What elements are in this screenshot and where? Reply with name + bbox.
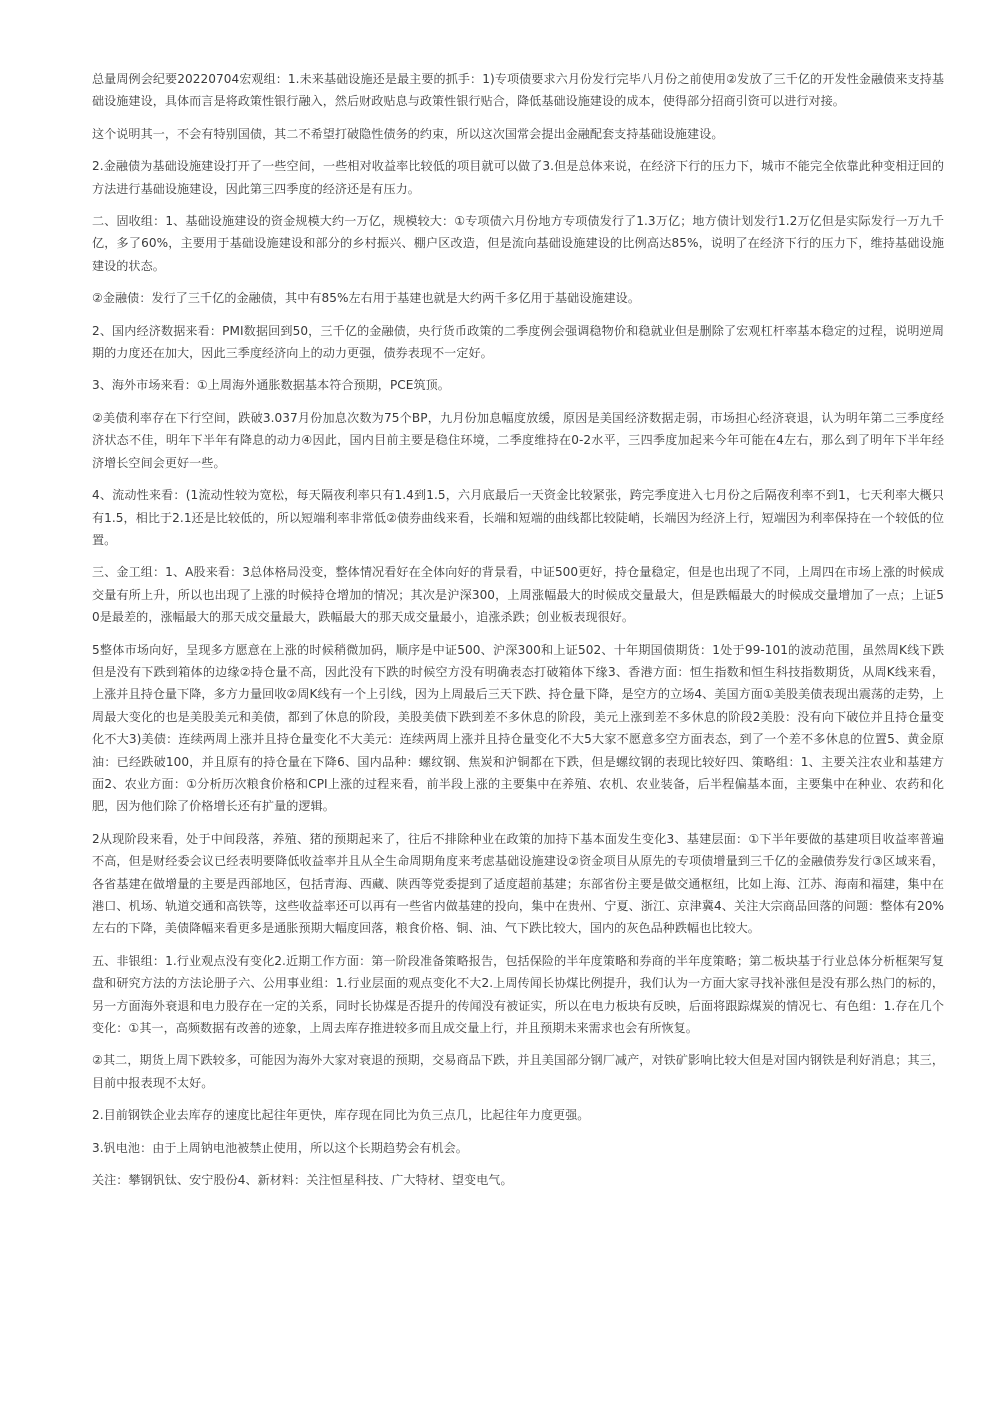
paragraph: 2、国内经济数据来看：PMI数据回到50，三千亿的金融债，央行货币政策的二季度例会强调稳物价和稳就业但是删除了宏观杠杆率基本稳定的过程，说明逆周期的力度还在加大，因此三季度经济向上的动力更强，债券表现不一定好。 (92, 323, 944, 361)
paragraph: 关注：攀钢钒钛、安宁股份4、新材料：关注恒星科技、广大特材、望变电气。 (92, 1173, 513, 1188)
paragraph: 这个说明其一，不会有特别国债，其二不希望打破隐性债务的约束，所以这次国常会提出金融配套支持基础设施建设。 (92, 126, 724, 141)
document-body (92, 68, 944, 1201)
paragraph: 2从现阶段来看，处于中间段落，养殖、猪的预期起来了，往后不排除种业在政策的加持下基本面发生变化3、基建层面：①下半年要做的基建项目收益率普遍不高，但是财经委会议已经表明要降低收益率并且从全生命周期角度来考虑基础设施建设②资金项目从原先的专项债增量到三千亿的金融债券发行③区域来看，各省基建在做增量的主要是西部地区，包括青海、西藏、陕西等党委提到了适度超前基建；东部省份主要是做交通枢纽，比如上海、江苏、海南和福建，集中在港口、机场、轨道交通和高铁等，这些收益率还可以再有一些省内做基建的投向，集中在贵州、宁夏、浙江、京津冀4、关注大宗商品回落的问题：整体有20%左右的下降，美债降幅来看更多是通胀预期大幅度回落，粮食价格、铜、油、气下跌比较大，国内的灰色品种跌幅也比较大。 (92, 831, 944, 936)
paragraph: 三、金工组：1、A股来看：3总体格局没变，整体情况看好在全体向好的背景看，中证500更好，持仓量稳定，但是也出现了不同，上周四在市场上涨的时候成交量有所上升，所以也出现了上涨的时候持仓增加的情况；其次是沪深300，上周涨幅最大的时候成交量最大，但是跌幅最大的时候成交量增加了一点；上证50是最差的，涨幅最大的那天成交量最大，跌幅最大的那天成交量最小，追涨杀跌；创业板表现很好。 (92, 565, 944, 625)
paragraph: 3、海外市场来看：①上周海外通胀数据基本符合预期，PCE筑顶。 (92, 378, 450, 393)
paragraph: 二、固收组：1、基础设施建设的资金规模大约一万亿，规模较大：①专项债六月份地方专项债发行了1.3万亿；地方债计划发行1.2万亿但是实际发行一万九千亿，多了60%，主要用于基础设施建设和部分的乡村振兴、棚户区改造，但是流向基础设施建设的比例高达85%，说明了在经济下行的压力下，维持基础设施建设的状态。 (92, 214, 944, 273)
paragraph: ②美债利率存在下行空间，跌破3.037月份加息次数为75个BP，九月份加息幅度放缓，原因是美国经济数据走弱，市场担心经济衰退，认为明年第二三季度经济状态不佳，明年下半年有降息的动力④因此，国内目前主要是稳住环境，二季度维持在0-2水平，三四季度加起来今年可能在4左右，那么到了明年下半年经济增长空间会更好一些。 (92, 410, 944, 470)
paragraph: 5整体市场向好，呈现多方愿意在上涨的时候稍微加码，顺序是中证500、沪深300和上证502、十年期国债期货：1处于99-101的波动范围，虽然周K线下跌但是没有下跌到箱体的边缘②持仓量不高，因此没有下跌的时候空方没有明确表态打破箱体下缘3、香港方面：恒生指数和恒生科技指数期货，从周K线来看，上涨并且持仓量下降，多方力量回收②周K线有一个上引线，因为上周最后三天下跌、持仓量下降，是空方的立场4、美国方面①美股美债表现出震荡的走势，上周最大变化的也是美股美元和美债，都到了休息的阶段，美股美债下跌到差不多休息的阶段，美元上涨到差不多休息的阶段2美股：没有向下破位并且持仓量变化不大3)美债：连续两周上涨并且持仓量变化不大美元：连续两周上涨并且持仓量变化不大5大家不愿意多空方面表态，到了一个差不多休息的位置5、黄金原油：已经跌破100，并且原有的持仓量在下降6、国内品种：螺纹钢、焦炭和沪铜都在下跌，但是螺纹钢的表现比较好四、策略组：1、主要关注农业和基建方面2、农业方面：①分析历次粮食价格和CPI上涨的过程来看，前半段上涨的主要集中在养殖、农机、农业装备，后半程偏基本面，主要集中在种业、农药和化肥，因为他们除了价格增长还有扩量的逻辑。 (92, 642, 944, 814)
paragraph: 3.钒电池：由于上周钠电池被禁止使用，所以这个长期趋势会有机会。 (92, 1140, 468, 1155)
paragraph: ②金融债：发行了三千亿的金融债，其中有85%左右用于基建也就是大约两千多亿用于基础设施建设。 (92, 291, 640, 306)
paragraph: ②其二，期货上周下跌较多，可能因为海外大家对衰退的预期，交易商品下跌，并且美国部分钢厂减产，对铁矿影响比较大但是对国内钢铁是利好消息；其三，目前中报表现不太好。 (92, 1053, 944, 1090)
paragraph: 4、流动性来看：(1流动性较为宽松，每天隔夜利率只有1.4到1.5，六月底最后一天资金比较紧张，跨完季度进入七月份之后隔夜利率不到1，七天利率大概只有1.5，相比于2.1还是比较低的，所以短端利率非常低②债券曲线来看，长端和短端的曲线都比较陡峭，长端因为经济上行，短端因为利率保持在一个较低的位置。 (92, 488, 944, 547)
paragraph: 总量周例会纪要20220704宏观组：1.未来基础设施还是最主要的抓手：1)专项债要求六月份发行完毕八月份之前使用②发放了三千亿的开发性金融债来支持基础设施建设，具体而言是将政策性银行融入，然后财政贴息与政策性银行贴合，降低基础设施建设的成本，使得部分招商引资可以进行对接。 (92, 72, 944, 109)
paragraph: 五、非银组：1.行业观点没有变化2.近期工作方面：第一阶段准备策略报告，包括保险的半年度策略和券商的半年度策略；第二板块基于行业总体分析框架写复盘和研究方法的方法论册子六、公用事业组：1.行业层面的观点变化不大2.上周传闻长协煤比例提升，我们认为一方面大家寻找补涨但是没有那么热门的标的，另一方面海外衰退和电力股存在一定的关系，同时长协煤是否提升的传闻没有被证实，所以在电力板块有反映，后面将跟踪煤炭的情况七、有色组：1.存在几个变化：①其一，高频数据有改善的迹象，上周去库存推进较多而且成交量上行，并且预期未来需求也会有所恢复。 (92, 953, 944, 1036)
paragraph: 2.金融债为基础设施建设打开了一些空间，一些相对收益率比较低的项目就可以做了3.但是总体来说，在经济下行的压力下，城市不能完全依靠此种变相迂回的方法进行基础设施建设，因此第三四季度的经济还是有压力。 (92, 159, 944, 196)
paragraph: 2.目前钢铁企业去库存的速度比起往年更快，库存现在同比为负三点几，比起往年力度更强。 (92, 1108, 590, 1123)
